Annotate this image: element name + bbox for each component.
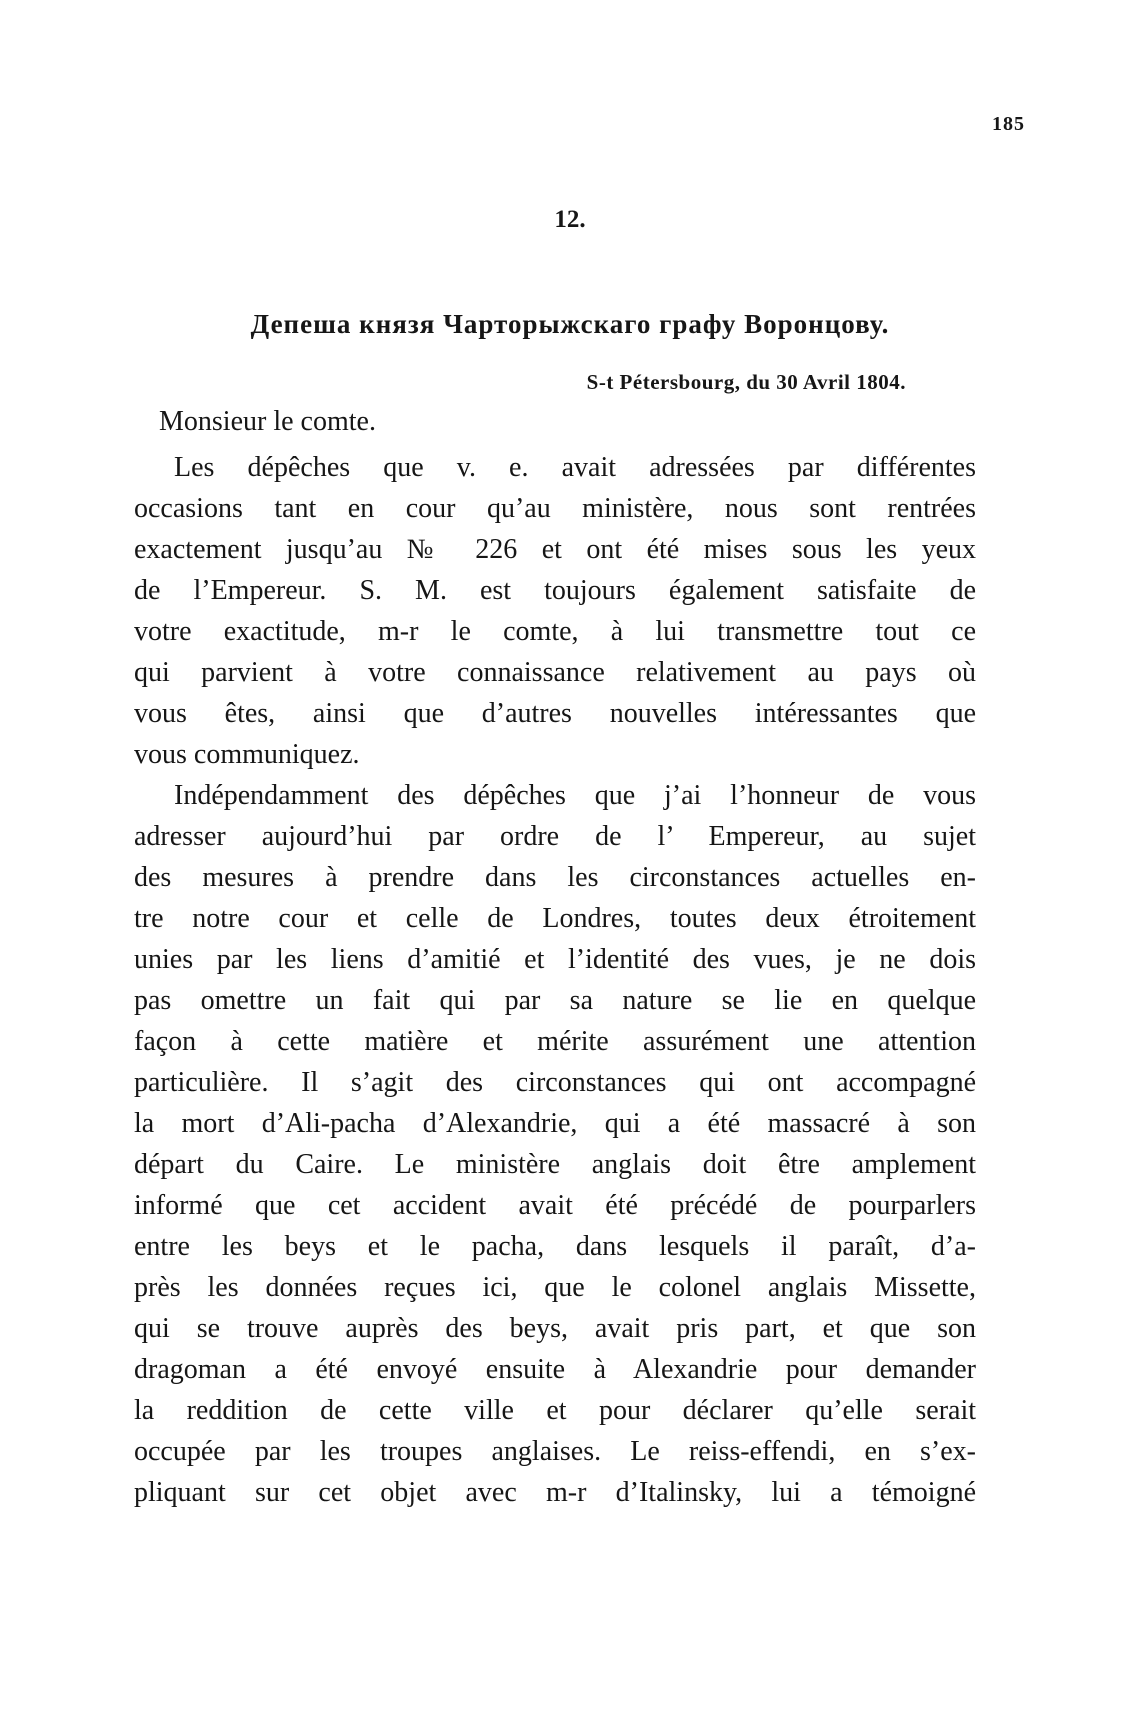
text-line: pliquant sur cet objet avec m-r d’Italinsky, lui a témoigné <box>134 1477 976 1508</box>
text-line: près les données reçues ici, que le colonel anglais Missette, <box>134 1272 976 1303</box>
text-line: façon à cette matière et mérite assurément une attention <box>134 1026 976 1057</box>
text-line: la mort d’Ali-pacha d’Alexandrie, qui a été massacré à son <box>134 1108 976 1139</box>
text-line: occupée par les troupes anglaises. Le reiss-effendi, en s’ex- <box>134 1436 976 1467</box>
paragraph-1 <box>134 447 976 775</box>
text-line: pas omettre un fait qui par sa nature se lie en quelque <box>134 985 976 1016</box>
text-line: exactement jusqu’au № 226 et ont été mises sous les yeux <box>134 534 976 565</box>
page-number: 185 <box>992 113 1025 135</box>
text-line: Indépendamment des dépêches que j’ai l’honneur de vous <box>174 780 976 811</box>
text-line: qui parvient à votre connaissance relativement au pays où <box>134 657 976 688</box>
paragraph-2 <box>134 775 976 1513</box>
text-line: tre notre cour et celle de Londres, toutes deux étroitement <box>134 903 976 934</box>
text-line: votre exactitude, m-r le comte, à lui transmettre tout ce <box>134 616 976 647</box>
text-line: départ du Caire. Le ministère anglais doit être amplement <box>134 1149 976 1180</box>
document-title: Депеша князя Чарторыжскаго графу Воронцову. <box>250 309 890 339</box>
text-line: adresser aujourd’hui par ordre de l’ Empereur, au sujet <box>134 821 976 852</box>
text-line: unies par les liens d’amitié et l’identité des vues, je ne dois <box>134 944 976 975</box>
text-line: vous êtes, ainsi que d’autres nouvelles intéressantes que <box>134 698 976 729</box>
dateline: S-t Pétersbourg, du 30 Avril 1804. <box>586 370 906 394</box>
text-line: vous communiquez. <box>134 739 360 770</box>
text-line: informé que cet accident avait été précédé de pourparlers <box>134 1190 976 1221</box>
text-line: des mesures à prendre dans les circonstances actuelles en- <box>134 862 976 893</box>
salutation: Monsieur le comte. <box>159 406 376 437</box>
text-line: dragoman a été envoyé ensuite à Alexandrie pour demander <box>134 1354 976 1385</box>
text-line: occasions tant en cour qu’au ministère, nous sont rentrées <box>134 493 976 524</box>
text-line: de l’Empereur. S. M. est toujours également satisfaite de <box>134 575 976 606</box>
text-line: la reddition de cette ville et pour déclarer qu’elle serait <box>134 1395 976 1426</box>
document-number: 12. <box>554 206 586 233</box>
letter-body <box>134 447 976 1513</box>
text-line: Les dépêches que v. e. avait adressées par différentes <box>174 452 976 483</box>
text-line: qui se trouve auprès des beys, avait pris part, et que son <box>134 1313 976 1344</box>
text-line: entre les beys et le pacha, dans lesquels il paraît, d’a- <box>134 1231 976 1262</box>
text-line: particulière. Il s’agit des circonstances qui ont accompagné <box>134 1067 976 1098</box>
